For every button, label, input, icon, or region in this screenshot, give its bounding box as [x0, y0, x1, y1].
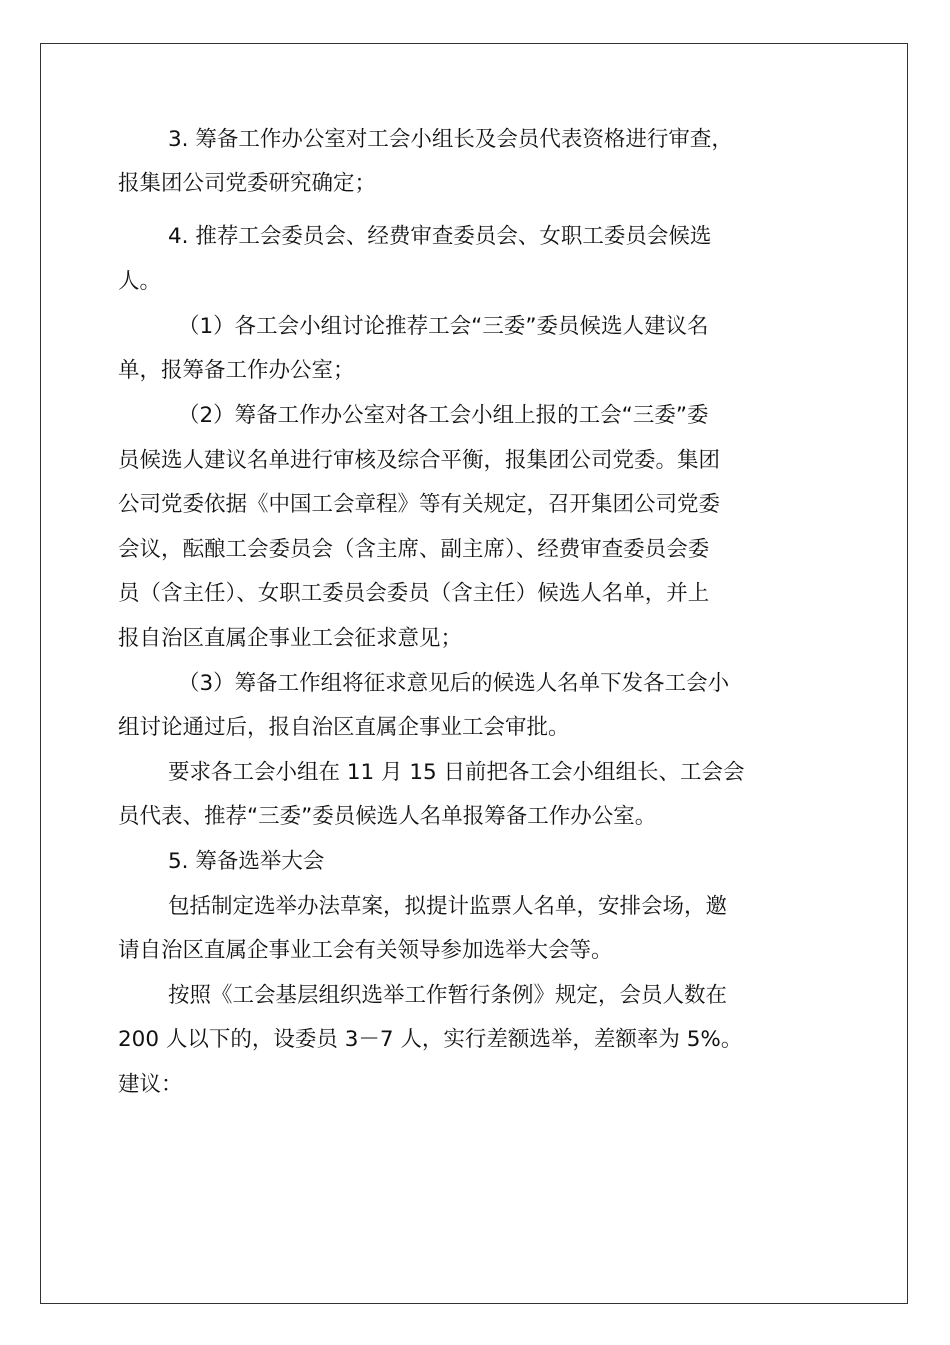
- text-line: 报自治区直属企事业工会征求意见；: [118, 626, 463, 651]
- text-line: 单，报筹备工作办公室；: [118, 358, 355, 383]
- text-line: 要求各工会小组在 11 月 15 日前把各工会小组组长、工会会: [168, 760, 745, 785]
- text-line: 公司党委依据《中国工会章程》等有关规定，召开集团公司党委: [118, 492, 721, 517]
- text-line: 5. 筹备选举大会: [168, 849, 325, 874]
- text-line: 包括制定选举办法草案，拟提计监票人名单，安排会场，邀: [168, 894, 728, 919]
- text-line: 请自治区直属企事业工会有关领导参加选举大会等。: [118, 938, 613, 963]
- text-line: （3）筹备工作组将征求意见后的候选人名单下发各工会小: [178, 671, 730, 696]
- text-line: 3. 筹备工作办公室对工会小组长及会员代表资格进行审查，: [168, 127, 733, 152]
- text-line: 员候选人建议名单进行审核及综合平衡，报集团公司党委。集团: [118, 448, 721, 473]
- text-line: 4. 推荐工会委员会、经费审查委员会、女职工委员会候选: [168, 224, 712, 249]
- text-line: 人。: [118, 269, 162, 294]
- text-line: （2）筹备工作办公室对各工会小组上报的工会“三委”委: [178, 403, 709, 428]
- text-line: 报集团公司党委研究确定；: [118, 171, 377, 196]
- text-line: 组讨论通过后，报自治区直属企事业工会审批。: [118, 715, 570, 740]
- text-line: 按照《工会基层组织选举工作暂行条例》规定，会员人数在: [168, 983, 728, 1008]
- text-line: （1）各工会小组讨论推荐工会“三委”委员候选人建议名: [178, 314, 709, 339]
- text-line: 员（含主任）、女职工委员会委员（含主任）候选人名单，并上: [118, 581, 710, 606]
- text-line: 建议：: [118, 1072, 183, 1097]
- text-line: 200 人以下的，设委员 3－7 人，实行差额选举，差额率为 5%。: [118, 1027, 743, 1052]
- text-line: 员代表、推荐“三委”委员候选人名单报筹备工作办公室。: [118, 804, 657, 829]
- text-line: 会议，酝酿工会委员会（含主席、副主席）、经费审查委员会委: [118, 537, 710, 562]
